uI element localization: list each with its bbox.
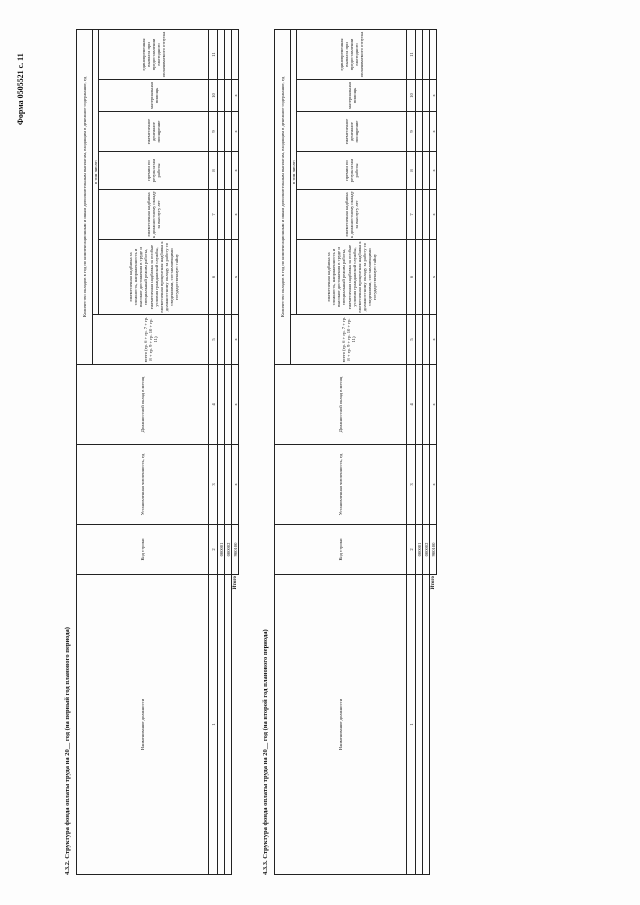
x-mark: x (430, 315, 437, 365)
col-number: 7 (209, 190, 218, 240)
cell[interactable] (416, 112, 423, 152)
col-number: 1 (407, 575, 416, 875)
cell[interactable] (423, 445, 430, 525)
cell[interactable] (225, 365, 232, 445)
col-number: 9 (407, 112, 416, 152)
cell[interactable] (218, 240, 225, 315)
column-numbers-row (209, 29, 218, 874)
col-number: 5 (209, 315, 218, 365)
cell[interactable] (225, 112, 232, 152)
cell[interactable] (423, 112, 430, 152)
cell[interactable] (218, 445, 225, 525)
cell[interactable] (225, 315, 232, 365)
col-number: 4 (407, 365, 416, 445)
cell[interactable] (416, 152, 423, 190)
cell[interactable] (218, 365, 225, 445)
cell-row-code: 000001 (218, 525, 225, 575)
col-number: 3 (407, 445, 416, 525)
total-label: Итого (430, 576, 436, 590)
header-position-name: Наименование должности (77, 575, 209, 875)
x-mark: x (430, 80, 437, 112)
cell[interactable] (416, 240, 423, 315)
header-payments-group: Количество окладов в год по компенсационным и иным дополнительным выплатам, входящим в денежное содержание, ед (77, 29, 93, 364)
col-number: 9 (209, 112, 218, 152)
cell[interactable] (218, 29, 225, 79)
header-col7: ежемесячная надбавка к должностному окладу за выслугу лет (297, 190, 407, 240)
header-row-code: Код строки (275, 525, 407, 575)
header-row-code: Код строки (77, 525, 209, 575)
cell[interactable] (416, 190, 423, 240)
header-total: всего (гр. 6 + гр. 7 + гр. 8 + гр. 9 + гр. 10 + гр. 11) (291, 315, 407, 365)
header-staff-count: Установленная численность, ед (275, 445, 407, 525)
x-mark: x (430, 445, 437, 525)
x-mark: x (232, 315, 239, 365)
cell[interactable] (232, 29, 239, 79)
x-mark: x (232, 445, 239, 525)
cell[interactable] (423, 29, 430, 79)
col-number: 11 (209, 29, 218, 79)
total-row (232, 29, 239, 874)
header-col9: ежемесячное денежное поощрение (99, 112, 209, 152)
total-row (430, 29, 437, 874)
table-row (416, 29, 423, 874)
header-col10: материальная помощь (297, 80, 407, 112)
header-col6: ежемесячная надбавка за сложность, напряженность и высокие достижения в труде и специальный режим работы, ежемесячная надбавка за особые условия гражданской службы, ежемесячная процентная надбавка к должностному окладу за работу со сведениями, составляющими государственную тайну (99, 240, 209, 315)
cell[interactable] (423, 315, 430, 365)
header-payments-group: Количество окладов в год по компенсационным и иным дополнительным выплатам, входящим в денежное содержание, ед (275, 29, 291, 364)
x-mark: x (430, 365, 437, 445)
total-row-code: 900100 (232, 525, 239, 575)
cell[interactable] (416, 80, 423, 112)
header-col9: ежемесячное денежное поощрение (297, 112, 407, 152)
x-mark: x (232, 112, 239, 152)
header-salary: Должностной оклад в месяц (275, 365, 407, 445)
header-col6: ежемесячная надбавка за сложность, напряженность и высокие достижения в труде и специальный режим работы, ежемесячная надбавка за особые условия гражданской службы, ежемесячная процентная надбавка к должностному окладу за работу со сведениями, составляющими государственную тайну (297, 240, 407, 315)
header-col11: единовременная выплата при предоставлении ежегодного оплачиваемого отпуска (99, 29, 209, 79)
col-number: 11 (407, 29, 416, 79)
cell-position-name[interactable] (218, 575, 225, 875)
x-mark: x (430, 240, 437, 315)
col-number: 4 (209, 365, 218, 445)
header-col8: премии по результатам работы (297, 152, 407, 190)
header-including: в том числе: (291, 29, 297, 314)
header-position-name: Наименование должности (275, 575, 407, 875)
x-mark: x (232, 80, 239, 112)
cell[interactable] (225, 80, 232, 112)
cell-row-code: 000002 (225, 525, 232, 575)
x-mark: x (430, 112, 437, 152)
col-number: 5 (407, 315, 416, 365)
cell-position-name[interactable] (423, 575, 430, 875)
col-number: 1 (209, 575, 218, 875)
table-row (218, 29, 225, 874)
header-including: в том числе: (93, 29, 99, 314)
cell[interactable] (423, 365, 430, 445)
header-col11: единовременная выплата при предоставлении ежегодного оплачиваемого отпуска (297, 29, 407, 79)
col-number: 7 (407, 190, 416, 240)
cell[interactable] (416, 445, 423, 525)
x-mark: x (232, 152, 239, 190)
header-staff-count: Установленная численность, ед (77, 445, 209, 525)
cell[interactable] (416, 315, 423, 365)
column-numbers-row (407, 29, 416, 874)
cell[interactable] (430, 29, 437, 79)
x-mark: x (430, 152, 437, 190)
header-total: всего (гр. 6 + гр. 7 + гр. 8 + гр. 9 + гр. 10 + гр. 11) (93, 315, 209, 365)
cell[interactable] (416, 29, 423, 79)
total-row-code: 900100 (430, 525, 437, 575)
x-mark: x (232, 365, 239, 445)
header-col8: премии по результатам работы (99, 152, 209, 190)
header-col10: материальная помощь (99, 80, 209, 112)
cell[interactable] (225, 240, 232, 315)
x-mark: x (232, 240, 239, 315)
header-col7: ежемесячная надбавка к должностному окладу за выслугу лет (99, 190, 209, 240)
cell-position-name[interactable] (416, 575, 423, 875)
total-label: Итого (232, 576, 238, 590)
col-number: 10 (407, 80, 416, 112)
col-number: 2 (209, 525, 218, 575)
cell[interactable] (225, 152, 232, 190)
cell-row-code: 000002 (423, 525, 430, 575)
cell[interactable] (423, 80, 430, 112)
cell[interactable] (423, 152, 430, 190)
col-number: 2 (407, 525, 416, 575)
table-1-title: 4.3.2. Структура фонда оплаты труда на 20__ год (на первый год планового периода) (64, 627, 71, 875)
col-number: 6 (407, 240, 416, 315)
cell[interactable] (423, 240, 430, 315)
cell[interactable] (218, 315, 225, 365)
cell[interactable] (218, 80, 225, 112)
cell[interactable] (225, 190, 232, 240)
col-number: 10 (209, 80, 218, 112)
cell-row-code: 000001 (416, 525, 423, 575)
table-2-title: 4.3.3. Структура фонда оплаты труда на 20__ год (на второй год планового периода) (262, 629, 269, 875)
table-row (225, 29, 232, 874)
table-2 (274, 29, 437, 875)
col-number: 8 (209, 152, 218, 190)
cell[interactable] (225, 445, 232, 525)
cell-position-name[interactable] (225, 575, 232, 875)
cell[interactable] (218, 152, 225, 190)
form-label: Форма 0505521 с. 11 (16, 53, 25, 125)
cell[interactable] (416, 365, 423, 445)
col-number: 3 (209, 445, 218, 525)
x-mark: x (232, 190, 239, 240)
table-row (423, 29, 430, 874)
cell[interactable] (423, 190, 430, 240)
x-mark: x (430, 190, 437, 240)
cell[interactable] (218, 112, 225, 152)
col-number: 6 (209, 240, 218, 315)
col-number: 8 (407, 152, 416, 190)
table-1 (76, 29, 239, 875)
cell[interactable] (218, 190, 225, 240)
header-salary: Должностной оклад в месяц (77, 365, 209, 445)
cell[interactable] (225, 29, 232, 79)
